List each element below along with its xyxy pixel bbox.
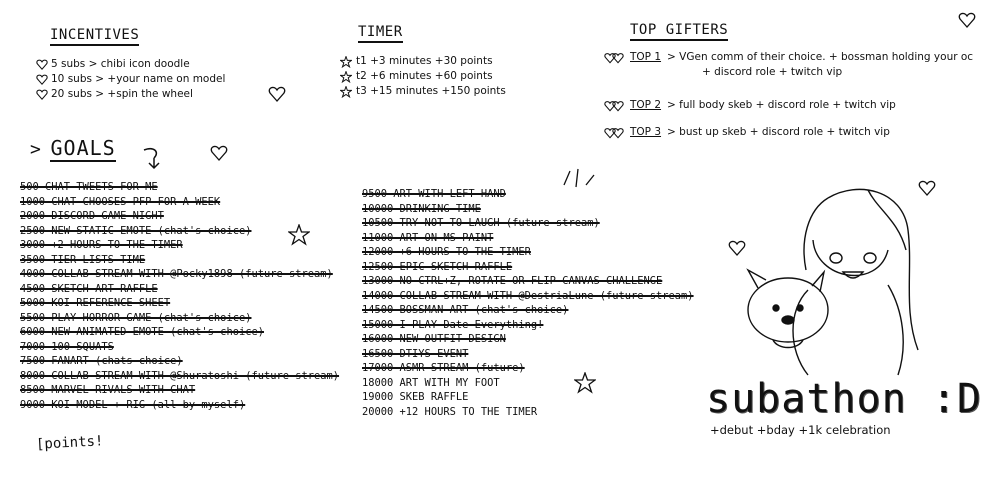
timer-text: t3 +15 minutes +150 points (356, 85, 506, 97)
top-gifters-title-text: TOP GIFTERS (630, 22, 728, 41)
double-heart-icon (604, 52, 624, 64)
gifter-item (604, 98, 984, 113)
goals-column-2 (362, 187, 694, 419)
subathon-tagline-text: +debut +bday +1k celebration (710, 423, 891, 437)
goal-item: 8000 COLLAB STREAM WITH @Shuratoshi (future stream) (20, 369, 340, 382)
goal-item: 10000 DRINKING TIME (362, 202, 481, 215)
heart-doodle-icon (918, 180, 936, 196)
double-heart-icon (604, 127, 624, 139)
heart-doodle-icon (268, 86, 286, 102)
incentive-text: 5 subs > chibi icon doodle (51, 58, 190, 70)
incentive-text: 10 subs > +your name on model (51, 73, 226, 85)
star-doodle-icon (288, 224, 310, 246)
goal-item: 3500 TIER LISTS TIME (20, 253, 146, 266)
goal-item: 14500 BOSSMAN ART (chat's choice) (362, 304, 569, 316)
star-doodle-icon (574, 372, 596, 394)
goal-item: 13000 NO CTRL+Z, ROTATE OR FLIP CANVAS CHALLENGE (362, 275, 663, 287)
star-icon (340, 86, 352, 98)
subathon-tagline (710, 423, 891, 438)
star-icon (340, 56, 352, 68)
gifter-rank: TOP 3 (630, 126, 662, 138)
timer-item (340, 54, 506, 69)
goal-item: 9500 ART WITH LEFT HAND (362, 188, 506, 200)
goal-item: 20000 +12 HOURS TO THE TIMER (362, 405, 538, 418)
timer-item (340, 84, 506, 99)
timer-text: t2 +6 minutes +60 points (356, 70, 493, 82)
gifter-reward: > full body skeb + discord role + twitch vip (667, 99, 896, 111)
star-icon (340, 71, 352, 83)
heart-icon (36, 89, 48, 100)
timer-title-text: TIMER (358, 24, 403, 43)
goal-item: 14000 COLLAB STREAM WITH @DestriaLune (future stream) (362, 289, 694, 302)
goal-item: 6000 NEW ANIMATED EMOTE (chat's choice) (20, 326, 264, 338)
incentive-text: 20 subs > +spin the wheel (51, 88, 193, 100)
timer-title (358, 24, 403, 40)
incentives-list (36, 57, 225, 102)
incentives-title (50, 27, 139, 43)
goal-item: 2000 DISCORD GAME NIGHT (20, 210, 164, 222)
goal-item: 17000 ASMR STREAM (future) (362, 362, 525, 374)
goal-item: 4500 SKETCH ART RAFFLE (20, 282, 158, 295)
goal-item: 4000 COLLAB STREAM WITH @Pocky1898 (future stream) (20, 268, 333, 280)
goal-item: 3000 +2 HOURS TO THE TIMER (20, 239, 183, 251)
goals-header (30, 136, 116, 160)
incentives-title-text: INCENTIVES (50, 27, 139, 46)
goal-item: 8500 MARVEL RIVALS WITH CHAT (20, 384, 196, 396)
goal-item: 9000 KOI MODEL + RIG (all by myself) (20, 398, 246, 411)
heart-doodle-icon (958, 12, 976, 28)
chibi-character-illustration (728, 180, 958, 380)
timer-list (340, 54, 506, 99)
goal-item: 2500 NEW STATIC EMOTE (chat's choice) (20, 224, 252, 237)
goal-item: 10500 TRY NOT TO LAUGH (future stream) (362, 217, 600, 229)
heart-icon (36, 59, 48, 70)
goal-item: 7000 100 SQUATS (20, 340, 114, 353)
sparkle-lines-icon (560, 165, 596, 189)
goal-item: 19000 SKEB RAFFLE (362, 391, 469, 403)
heart-doodle-icon (728, 240, 746, 256)
subathon-title (706, 376, 982, 422)
subathon-title-text: subathon :D (706, 376, 982, 422)
incentive-item (36, 72, 225, 87)
top-gifters-list (604, 50, 984, 152)
timer-text: t1 +3 minutes +30 points (356, 55, 493, 67)
gifter-rank: TOP 2 (630, 99, 662, 111)
goals-column-1 (20, 180, 339, 412)
points-note (36, 433, 104, 453)
gifter-rank: TOP 1 (630, 51, 662, 63)
gifter-reward: > bust up skeb + discord role + twitch vip (667, 126, 890, 138)
goal-item: 11000 ART ON MS PAINT (362, 231, 494, 244)
goal-item: 5500 PLAY HORROR GAME (chat's choice) (20, 311, 252, 324)
goal-item: 12500 EPIC SKETCH RAFFLE (362, 260, 513, 273)
goal-item: 16000 NEW OUTFIT DESIGN (362, 333, 506, 345)
heart-icon (36, 74, 48, 85)
gifter-item (604, 50, 984, 80)
goals-prefix: > (30, 139, 41, 160)
goal-item: 500 CHAT TWEETS FOR ME (20, 181, 158, 193)
goal-item: 7500 FANART (chats choice) (20, 355, 183, 367)
goal-item: 1000 CHAT CHOOSES PFP FOR A WEEK (20, 195, 221, 208)
goal-item: 18000 ART WITH MY FOOT (362, 376, 500, 389)
heart-doodle-icon (210, 145, 228, 161)
timer-item (340, 69, 506, 84)
top-gifters-title (630, 22, 728, 38)
gifter-item (604, 125, 984, 140)
goal-item: 5000 KOI REFERENCE SHEET (20, 297, 171, 309)
points-note-text: [points! (35, 433, 104, 453)
goal-item: 12000 +6 HOURS TO THE TIMER (362, 246, 531, 258)
incentive-item (36, 87, 225, 102)
gifter-reward-extra: + discord role + twitch vip (702, 66, 843, 78)
goals-title: GOALS (50, 136, 116, 160)
double-heart-icon (604, 100, 624, 112)
goal-item: 16500 DTIYS EVENT (362, 347, 469, 360)
gifter-reward: > VGen comm of their choice. + bossman holding your oc (667, 51, 974, 63)
goal-item: 15000 I PLAY Date Everything! (362, 318, 544, 331)
curly-arrow-icon (140, 144, 170, 172)
incentive-item (36, 57, 225, 72)
